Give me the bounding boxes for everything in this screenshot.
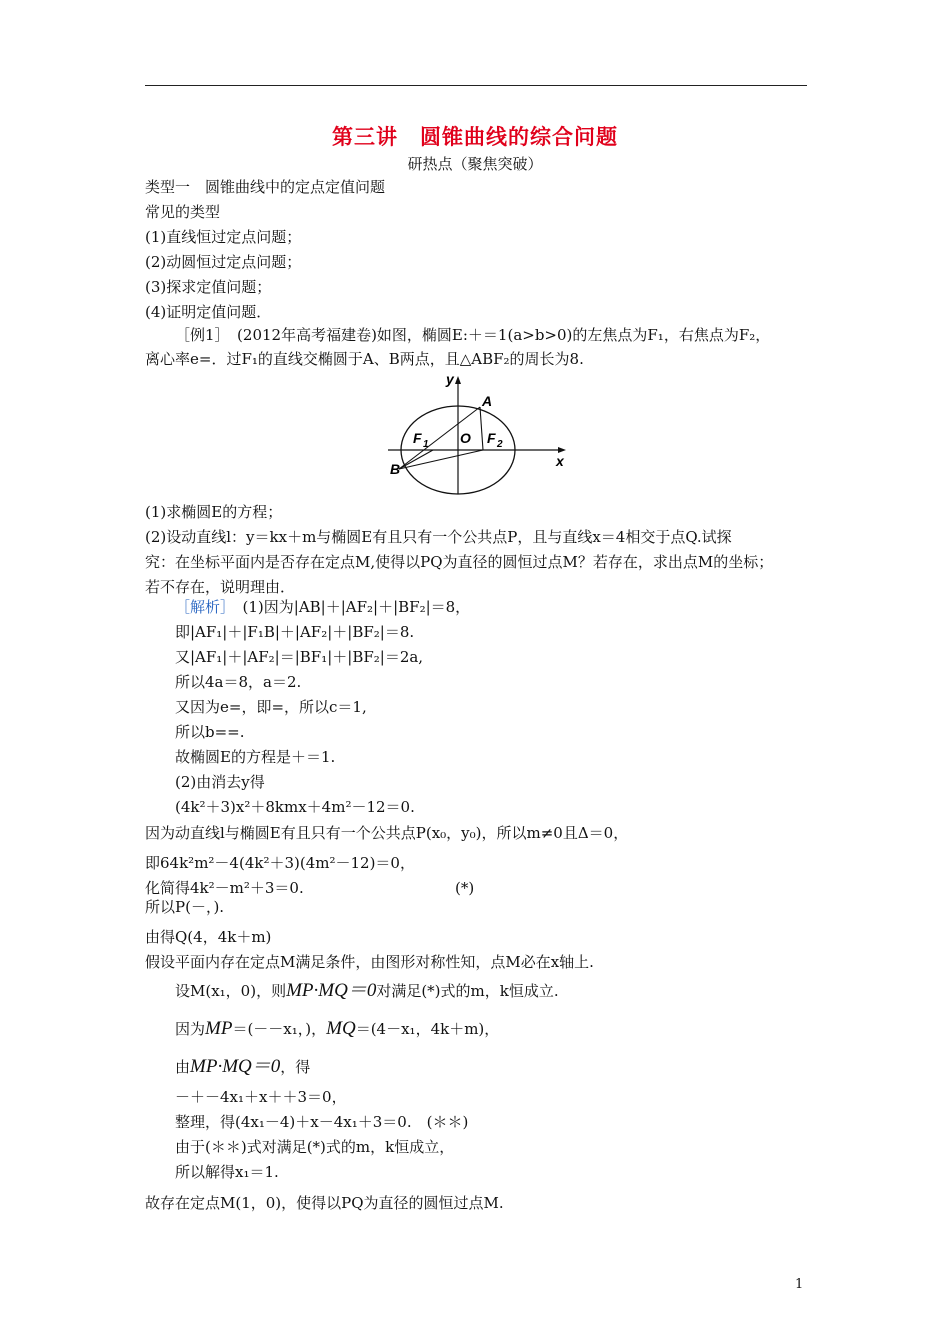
ellipse-figure [380,368,580,500]
solution-line: 整理，得(4x₁－4)＋x－4x₁＋3＝0. (＊＊) [175,1113,469,1131]
solution-line: 即|AF₁|＋|F₁B|＋|AF₂|＋|BF₂|＝8. [175,623,415,641]
solution-conclusion: 故存在定点M(1，0)，使得以PQ为直径的圆恒过点M. [145,1194,504,1212]
solution-line: (4k²＋3)x²＋8kmx＋4m²－12＝0. [175,798,415,816]
solution-text: ，得 [280,1058,311,1076]
vector-equation: MP·MQ＝0 [286,980,377,1001]
origin-label: O [460,430,471,446]
solution-text: 对满足(*)式的m，k恒成立. [376,982,559,1000]
point-a-label: A [482,393,493,409]
question-line: 若不存在，说明理由． [145,578,296,596]
focus-f2-subscript: 2 [497,439,503,450]
solution-line: 所以P(－，). [145,898,225,916]
focus-f1-subscript: 1 [423,439,429,450]
page-title: 第三讲 圆锥曲线的综合问题 [332,124,618,149]
solution-line-vector [175,1019,499,1039]
solution-line: －＋－4x₁＋x＋＋3＝0， [175,1088,347,1106]
y-axis-label: y [446,371,454,387]
point-b-label: B [390,461,401,477]
type-item: (1)直线恒过定点问题； [145,228,302,246]
solution-line: 由于(＊＊)式对满足(*)式的m，k恒成立， [175,1138,455,1156]
type-item: (2)动圆恒过定点问题； [145,253,302,271]
x-axis-label: x [556,453,564,469]
question-line: (1)求椭圆E的方程； [145,503,283,521]
solution-text: (1)因为|AB|＋|AF₂|＋|BF₂|＝8， [227,598,471,616]
solution-line: 故椭圆E的方程是＋＝1. [175,748,336,766]
solution-line: 所以4a＝8，a＝2. [175,673,302,691]
solution-line-1 [175,597,470,617]
solution-line-vector [175,1057,310,1077]
solution-line: 因为动直线l与椭圆E有且只有一个公共点P(x₀，y₀)，所以m≠0且Δ＝0， [145,824,629,842]
page-number: 1 [795,1277,804,1292]
solution-line: 所以b==. [175,723,245,741]
common-types-heading: 常见的类型 [145,203,221,221]
solution-text: 因为 [175,1020,206,1038]
vector-mq: MQ [326,1018,356,1039]
type-item: (3)探求定值问题； [145,278,272,296]
solution-text: ＝(4－x₁，4k＋m)， [355,1020,500,1038]
vector-equation: MP·MQ＝0 [190,1056,281,1077]
solution-line: 假设平面内存在定点M满足条件，由图形对称性知，点M必在x轴上. [145,953,594,971]
equation-tag: (*) [455,879,475,897]
solution-line: 即64k²m²－4(4k²＋3)(4m²－12)＝0， [145,854,415,872]
page-subtitle: 研热点（聚焦突破） [407,155,543,173]
focus-f2-label: F [487,430,496,446]
question-line: 究：在坐标平面内是否存在定点M,使得以PQ为直径的圆恒过点M？若存在，求出点M的坐标； [145,553,774,571]
example-line: ［例1］ (2012年高考福建卷)如图，椭圆E:＋＝1(a>b>0)的左焦点为F₁，右焦点为F₂， [175,326,771,344]
question-line: (2)设动直线l：y＝kx＋m与椭圆E有且只有一个公共点P，且与直线x＝4相交于点Q.试探 [145,528,732,546]
analysis-tag: ［解析］ [175,598,228,616]
solution-line: (2)由消去y得 [175,773,265,791]
solution-line-vector [175,981,559,1001]
focus-f1-label: F [413,430,422,446]
type-item: (4)证明定值问题． [145,303,272,321]
solution-line: 又因为e=，即=，所以c＝1, [175,698,367,716]
example-line: 离心率e=．过F₁的直线交椭圆于A、B两点，且△ABF₂的周长为8. [145,350,584,368]
solution-text: ＝(－－x₁，)， [232,1020,327,1038]
type-heading: 类型一 圆锥曲线中的定点定值问题 [145,178,386,196]
vector-mp: MP [205,1018,233,1039]
solution-line: 所以解得x₁＝1. [175,1163,279,1181]
solution-line: 又|AF₁|＋|AF₂|＝|BF₁|＋|BF₂|＝2a, [175,648,424,666]
header-rule [145,85,807,86]
solution-line: 化简得4k²－m²＋3＝0. [145,879,304,897]
solution-text: 由 [175,1058,191,1076]
solution-text: 设M(x₁，0)，则 [175,982,287,1000]
solution-line: 由得Q(4，4k＋m) [145,928,272,946]
